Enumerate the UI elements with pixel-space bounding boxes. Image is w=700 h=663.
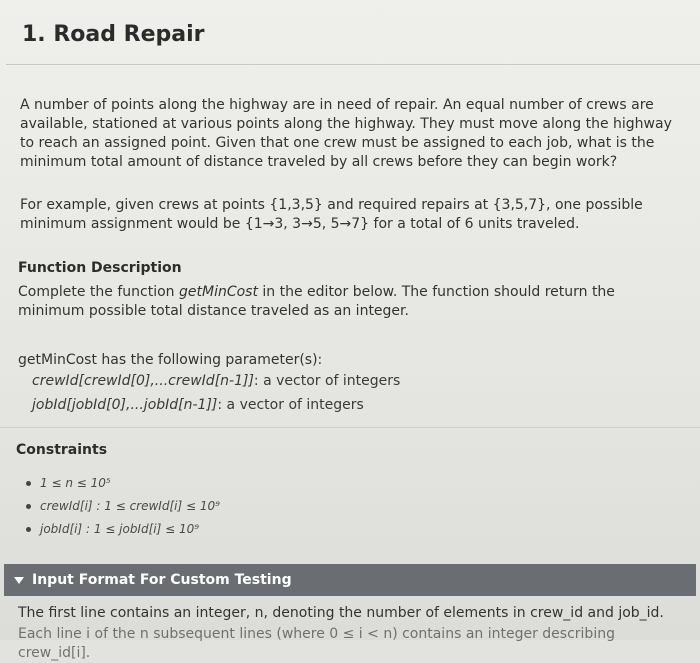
list-item: jobId[i] : 1 ≤ jobId[i] ≤ 10⁹ <box>24 518 220 541</box>
fd-text-before: Complete the function <box>18 284 179 300</box>
caret-down-icon <box>14 577 24 584</box>
list-item: crewId[i] : 1 ≤ crewId[i] ≤ 10⁹ <box>24 495 220 518</box>
problem-statement: A number of points along the highway are in need of repair. An equal number of crews are available, stationed at various points along the highway. They must move along the highway to reach an assigned point. Given that one crew must be assigned to each job, what is the minimum total amount of distance traveled by all crews before they can begin work? <box>20 97 672 170</box>
input-format-heading: Input Format For Custom Testing <box>32 572 292 588</box>
function-name: getMinCost <box>179 284 258 300</box>
constraints-list <box>24 472 220 541</box>
params-intro: getMinCost has the following parameter(s): <box>18 352 323 368</box>
param-signature: jobId[jobId[0],...jobId[n-1]] <box>32 397 218 413</box>
fd-text-after: in the editor below. The function should return the minimum possible total distance traveled as an integer. <box>18 284 615 319</box>
function-description-text <box>18 283 678 321</box>
param-job-id <box>32 396 364 415</box>
param-signature: crewId[crewId[0],...crewId[n-1]] <box>32 373 254 389</box>
constraints-divider <box>0 427 700 428</box>
input-format-toggle[interactable] <box>4 564 696 596</box>
input-format-line: The first line contains an integer, n, denoting the number of elements in crew_id and job_id. <box>18 605 664 621</box>
constraints-heading: Constraints <box>16 442 108 458</box>
param-desc: : a vector of integers <box>253 373 401 389</box>
title-divider <box>6 64 700 65</box>
example-text: For example, given crews at points {1,3,5} and required repairs at {3,5,7}, one possible minimum assignment would be {1→3, 3→5, 5→7} for a total of 6 units traveled. <box>20 197 643 232</box>
function-description-heading: Function Description <box>18 260 182 276</box>
input-format-line: Each line i of the n subsequent lines (where 0 ≤ i < n) contains an integer describing crew_id[i]. <box>18 626 615 661</box>
page-title: 1. Road Repair <box>22 22 205 47</box>
param-desc: : a vector of integers <box>217 397 364 413</box>
list-item: 1 ≤ n ≤ 10⁵ <box>24 472 220 495</box>
param-crew-id <box>32 372 400 391</box>
